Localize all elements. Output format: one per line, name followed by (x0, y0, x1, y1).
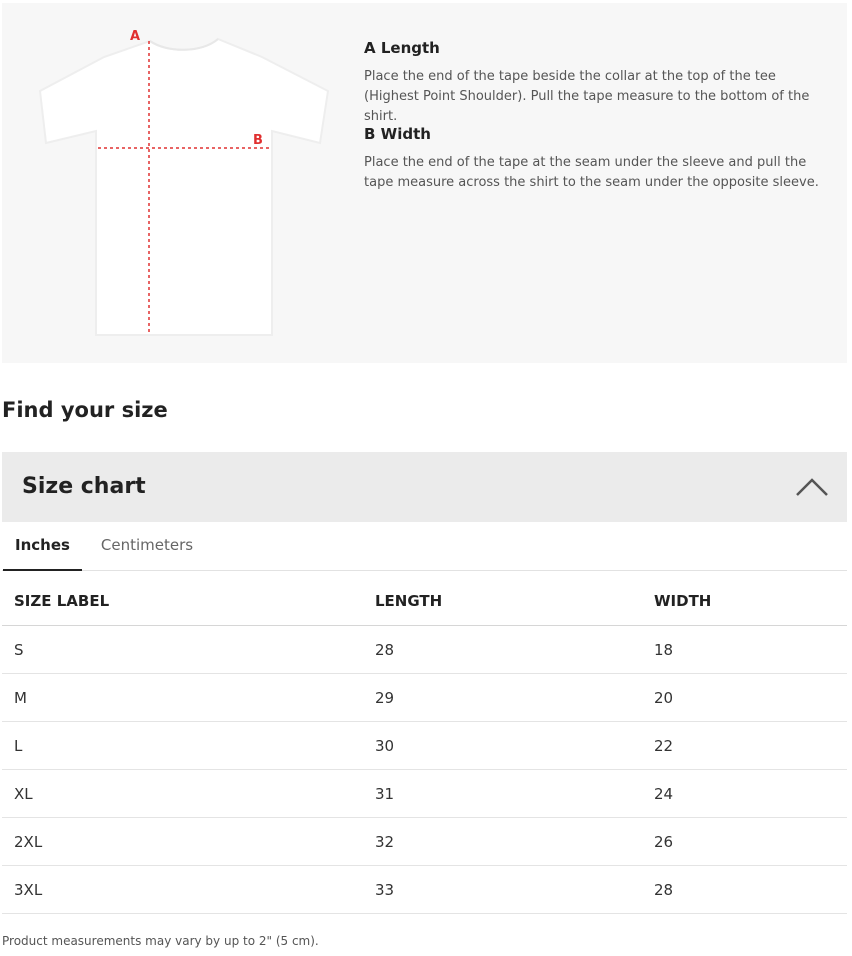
width-cell: 22 (642, 722, 847, 770)
column-header-width: WIDTH (642, 577, 847, 626)
width-cell: 24 (642, 770, 847, 818)
size-chart-toggle[interactable] (2, 452, 847, 522)
table-row (2, 674, 847, 722)
table-header-row (2, 577, 847, 626)
column-header-length: LENGTH (363, 577, 642, 626)
measurement-guide (2, 3, 847, 363)
table-row (2, 626, 847, 674)
size-cell: 3XL (2, 866, 363, 914)
length-instructions (364, 39, 824, 127)
length-title: A Length (364, 39, 440, 57)
size-chart-title: Size chart (22, 474, 146, 499)
length-cell: 33 (363, 866, 642, 914)
chevron-up-icon[interactable] (795, 474, 829, 498)
measurement-disclaimer: Product measurements may vary by up to 2" (5 cm). (2, 934, 319, 948)
length-cell: 28 (363, 626, 642, 674)
length-cell: 29 (363, 674, 642, 722)
table-row (2, 866, 847, 914)
length-text: Place the end of the tape beside the collar at the top of the tee (Highest Point Shoulder). Pull the tape measure to the bottom of the shirt. (364, 69, 810, 124)
width-text: Place the end of the tape at the seam under the sleeve and pull the tape measure across the shirt to the seam under the opposite sleeve. (364, 155, 819, 190)
width-cell: 18 (642, 626, 847, 674)
size-table (2, 577, 847, 914)
find-your-size-heading: Find your size (2, 398, 168, 422)
width-cell: 20 (642, 674, 847, 722)
tab-inches[interactable]: Inches (3, 522, 82, 571)
t-shirt-measurement-icon (32, 23, 342, 343)
size-cell: S (2, 626, 363, 674)
table-row (2, 722, 847, 770)
size-cell: XL (2, 770, 363, 818)
t-shirt-shape (40, 39, 328, 335)
column-header-size-label: SIZE LABEL (2, 577, 363, 626)
tab-centimeters[interactable]: Centimeters (100, 536, 194, 554)
width-cell: 26 (642, 818, 847, 866)
table-row (2, 770, 847, 818)
length-cell: 32 (363, 818, 642, 866)
width-title: B Width (364, 125, 431, 143)
width-instructions (364, 125, 824, 193)
unit-tabs (2, 522, 847, 571)
size-cell: L (2, 722, 363, 770)
size-cell: M (2, 674, 363, 722)
length-cell: 30 (363, 722, 642, 770)
length-cell: 31 (363, 770, 642, 818)
size-cell: 2XL (2, 818, 363, 866)
table-row (2, 818, 847, 866)
width-cell: 28 (642, 866, 847, 914)
t-shirt-illustration (32, 23, 342, 343)
marker-b-label: B (253, 133, 263, 148)
marker-a-label: A (130, 29, 141, 44)
